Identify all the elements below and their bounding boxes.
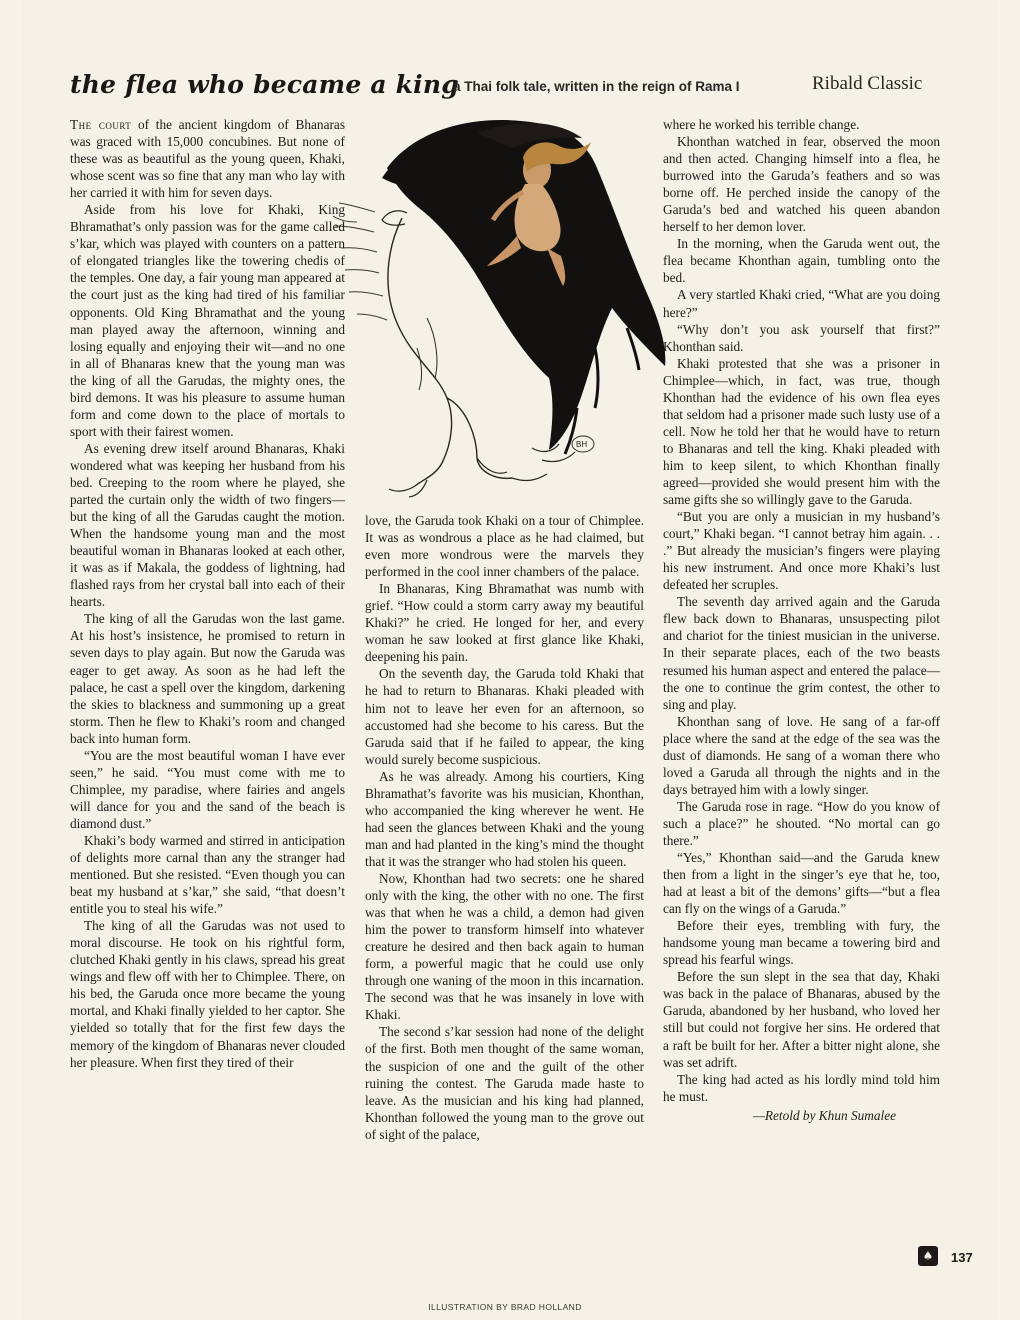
article-title: the flea who became a king xyxy=(70,70,459,99)
article-subtitle: a Thai folk tale, written in the reign of Rama I xyxy=(453,79,740,94)
paragraph: In Bhanaras, King Bhramathat was numb with grief. “How could a storm carry away my beautiful Khaki?” he cried. He longed for her, and every woman he saw looked at first glance like Khaki, deepening his pain. xyxy=(365,581,644,665)
lead-in: The court xyxy=(70,117,132,132)
paragraph: On the seventh day, the Garuda told Khaki that he had to return to Bhanaras. Khaki pleaded with him not to leave her even for an afternoon, so accustomed had she become to his caress. But the Garuda said that if he failed to appear, the king would surely become suspicious. xyxy=(365,666,644,767)
paragraph: “But you are only a musician in my husband’s court,” Khaki began. “I cannot betray him again. . . .” But already the musician’s fingers were playing his new instrument. And once more Khaki’s lust defeated her scruples. xyxy=(663,509,940,593)
byline: —Retold by Khun Sumalee xyxy=(753,1107,896,1123)
paragraph: The court of the ancient kingdom of Bhanaras was graced with 15,000 concubines. But none of these was as beautiful as the young queen, Khaki, whose scent was so fine that any man who lay with her carried it with him for seven days. xyxy=(70,117,345,201)
text-column-1 xyxy=(70,116,345,1071)
text-column-2 xyxy=(365,512,644,1143)
paragraph: As evening drew itself around Bhanaras, Khaki wondered what was keeping her husband from his bed. Creeping to the room where he played, she parted the curtain only the width of two fingers—but the king of all the Garudas caught the motion. When the handsome young man and the most beautiful woman in Bhanaras looked at each other, it was as if Makala, the goddess of lightning, had flashed rays from her crystal ball into each of their hearts. xyxy=(70,440,345,610)
paragraph: “Why don’t you ask yourself that first?” Khonthan said. xyxy=(663,321,940,354)
paragraph: Khaki protested that she was a prisoner in Chimplee—which, in fact, was true, though Khonthan had the evidence of his own flea eyes that seldom had a prisoner made such lusty use of a cell. Now he told her that he would have to return to Bhanaras and tell the king. Khaki pleaded with him to keep silent, to which Khonthan finally agreed—provided she would present him with the same gifts she so willingly gave to the Garuda. xyxy=(663,355,940,508)
paragraph: The second s’kar session had none of the delight of the first. Both men thought of the same woman, the suspicion of one and the guilt of the other ruining the contest. The Garuda made haste to leave. As the musician and his king had planned, Khonthan followed the young man to the grove out of sight of the palace, xyxy=(365,1024,644,1142)
paragraph: A very startled Khaki cried, “What are you doing here?” xyxy=(663,287,940,320)
illustration-credit: ILLUSTRATION BY BRAD HOLLAND xyxy=(428,1302,582,1312)
magazine-page xyxy=(22,0,998,1320)
paragraph: Khonthan sang of love. He sang of a far-off place where the sand at the edge of the sea was the dust of diamonds. He sang of a woman there who loved a Garuda all through the nights and in the days betrayed him with a lowly singer. xyxy=(663,713,940,797)
text-column-3 xyxy=(663,116,940,1124)
paragraph: Before the sun slept in the sea that day, Khaki was back in the palace of Bhanaras, abused by the Garuda, abandoned by her husband, who loved her still but could not forgive her sins. He ordered that a raft be built for her. After a bitter night alone, she was set adrift. xyxy=(663,969,940,1070)
page-number: 137 xyxy=(951,1250,973,1265)
paragraph: Now, Khonthan had two secrets: one he shared only with the king, the other with no one. The first was that when he was a child, a demon had given him the power to transform himself into whatever creature he desired and then back again to human form, a powerful magic that he could use only through one waning of the moon in this incarnation. The second was that he was insanely in love with Khaki. xyxy=(365,870,644,1023)
department-label: Ribald Classic xyxy=(812,73,923,94)
paragraph: where he worked his terrible change. xyxy=(663,117,860,132)
paragraph: love, the Garuda took Khaki on a tour of Chimplee. It was as wondrous a place as he had claimed, but even more wondrous were the marvels they performed in the cool inner chambers of the palace. xyxy=(365,513,644,580)
paragraph: “Yes,” Khonthan said—and the Garuda knew then from a light in the singer’s eye that he, too, had at least a bit of the demons’ gifts—“but a flea can fly on the wings of a Garuda.” xyxy=(663,850,940,917)
paragraph: The king had acted as his lordly mind told him he must. xyxy=(663,1071,940,1104)
article-header xyxy=(70,70,950,100)
paragraph: Khonthan watched in fear, observed the moon and then acted. Changing himself into a flea, he burrowed into the Garuda’s feathers and so was borne off. He perched inside the canopy of the Garuda’s bed and watched his queen abandon herself to her demon lover. xyxy=(663,134,940,235)
paragraph: As he was already. Among his courtiers, King Bhramathat’s favorite was his musician, Khonthan, who accompanied the king wherever he went. He had seen the glances between Khaki and the young man and had planted in the king’s mind the thought that it was the stranger who had stolen his queen. xyxy=(365,768,644,869)
garuda-illustration xyxy=(327,108,672,500)
paragraph: The seventh day arrived again and the Garuda flew back down to Bhanaras, unsuspecting pilot and chariot for the tiniest musician in the universe. In their separate places, each of the two beasts resumed his human aspect and entered the palace—the one to continue the grim contest, the other to sing and play. xyxy=(663,594,940,712)
paragraph: In the morning, when the Garuda went out, the flea became Khonthan again, tumbling onto the bed. xyxy=(663,236,940,286)
illustration-signature: BH xyxy=(576,440,588,449)
paragraph: The Garuda rose in rage. “How do you know of such a place?” he shouted. “No mortal can go there.” xyxy=(663,798,940,848)
paragraph: Khaki’s body warmed and stirred in anticipation of delights more carnal than any the stranger had mentioned. But she resisted. “Even though you can beat my husband at s’kar,” she said, “that doesn’t entitle you to steal his wife.” xyxy=(70,832,345,917)
paragraph: “You are the most beautiful woman I have ever seen,” he said. “You must come with me to Chimplee, my paradise, where fairies and angels will dance for you and the sand of the beach is diamond dust.” xyxy=(70,747,345,831)
paragraph: Aside from his love for Khaki, King Bhramathat’s only passion was for the game called s’kar, which was played with counters on a pattern of elongated triangles like the towering chedis of the temples. One day, a fair young man appeared at the court just as the king had tired of his familiar opponents. Old King Bhramathat and the young man played away the afternoon, winning and losing equally and enjoying their wit—and no one in all of Bhanaras knew that the young man was the king of all the Garudas, the mighty ones, the bird demons. It was his pleasure to assume human form and come down to the place of mortals to sport with their fairest women. xyxy=(70,202,345,439)
bunny-logo-icon: ♠ xyxy=(918,1246,938,1266)
paragraph: The king of all the Garudas was not used to moral discourse. He took on his rightful form, clutched Khaki gently in his claws, spread his great wings and flew off with her to Chimplee. There, on his bed, the Garuda once more became the young mortal, and Khaki finally yielded to her captor. She yielded so totally that for the first few days the memory of the kingdom of Bhanaras never clouded her pleasure. When first they tired of their xyxy=(70,918,345,1070)
paragraph: The king of all the Garudas won the last game. At his host’s insistence, he promised to return in seven days to play again. But now the Garuda was eager to get away. As soon as he had left the palace, he cast a spell over the kingdom, darkening the skies to blackness and summoning up a great storm. Then he flew to Khaki’s room and changed back into human form. xyxy=(70,611,345,746)
paragraph: Before their eyes, trembling with fury, the handsome young man became a towering bird and spread his fearful wings. xyxy=(663,918,940,968)
